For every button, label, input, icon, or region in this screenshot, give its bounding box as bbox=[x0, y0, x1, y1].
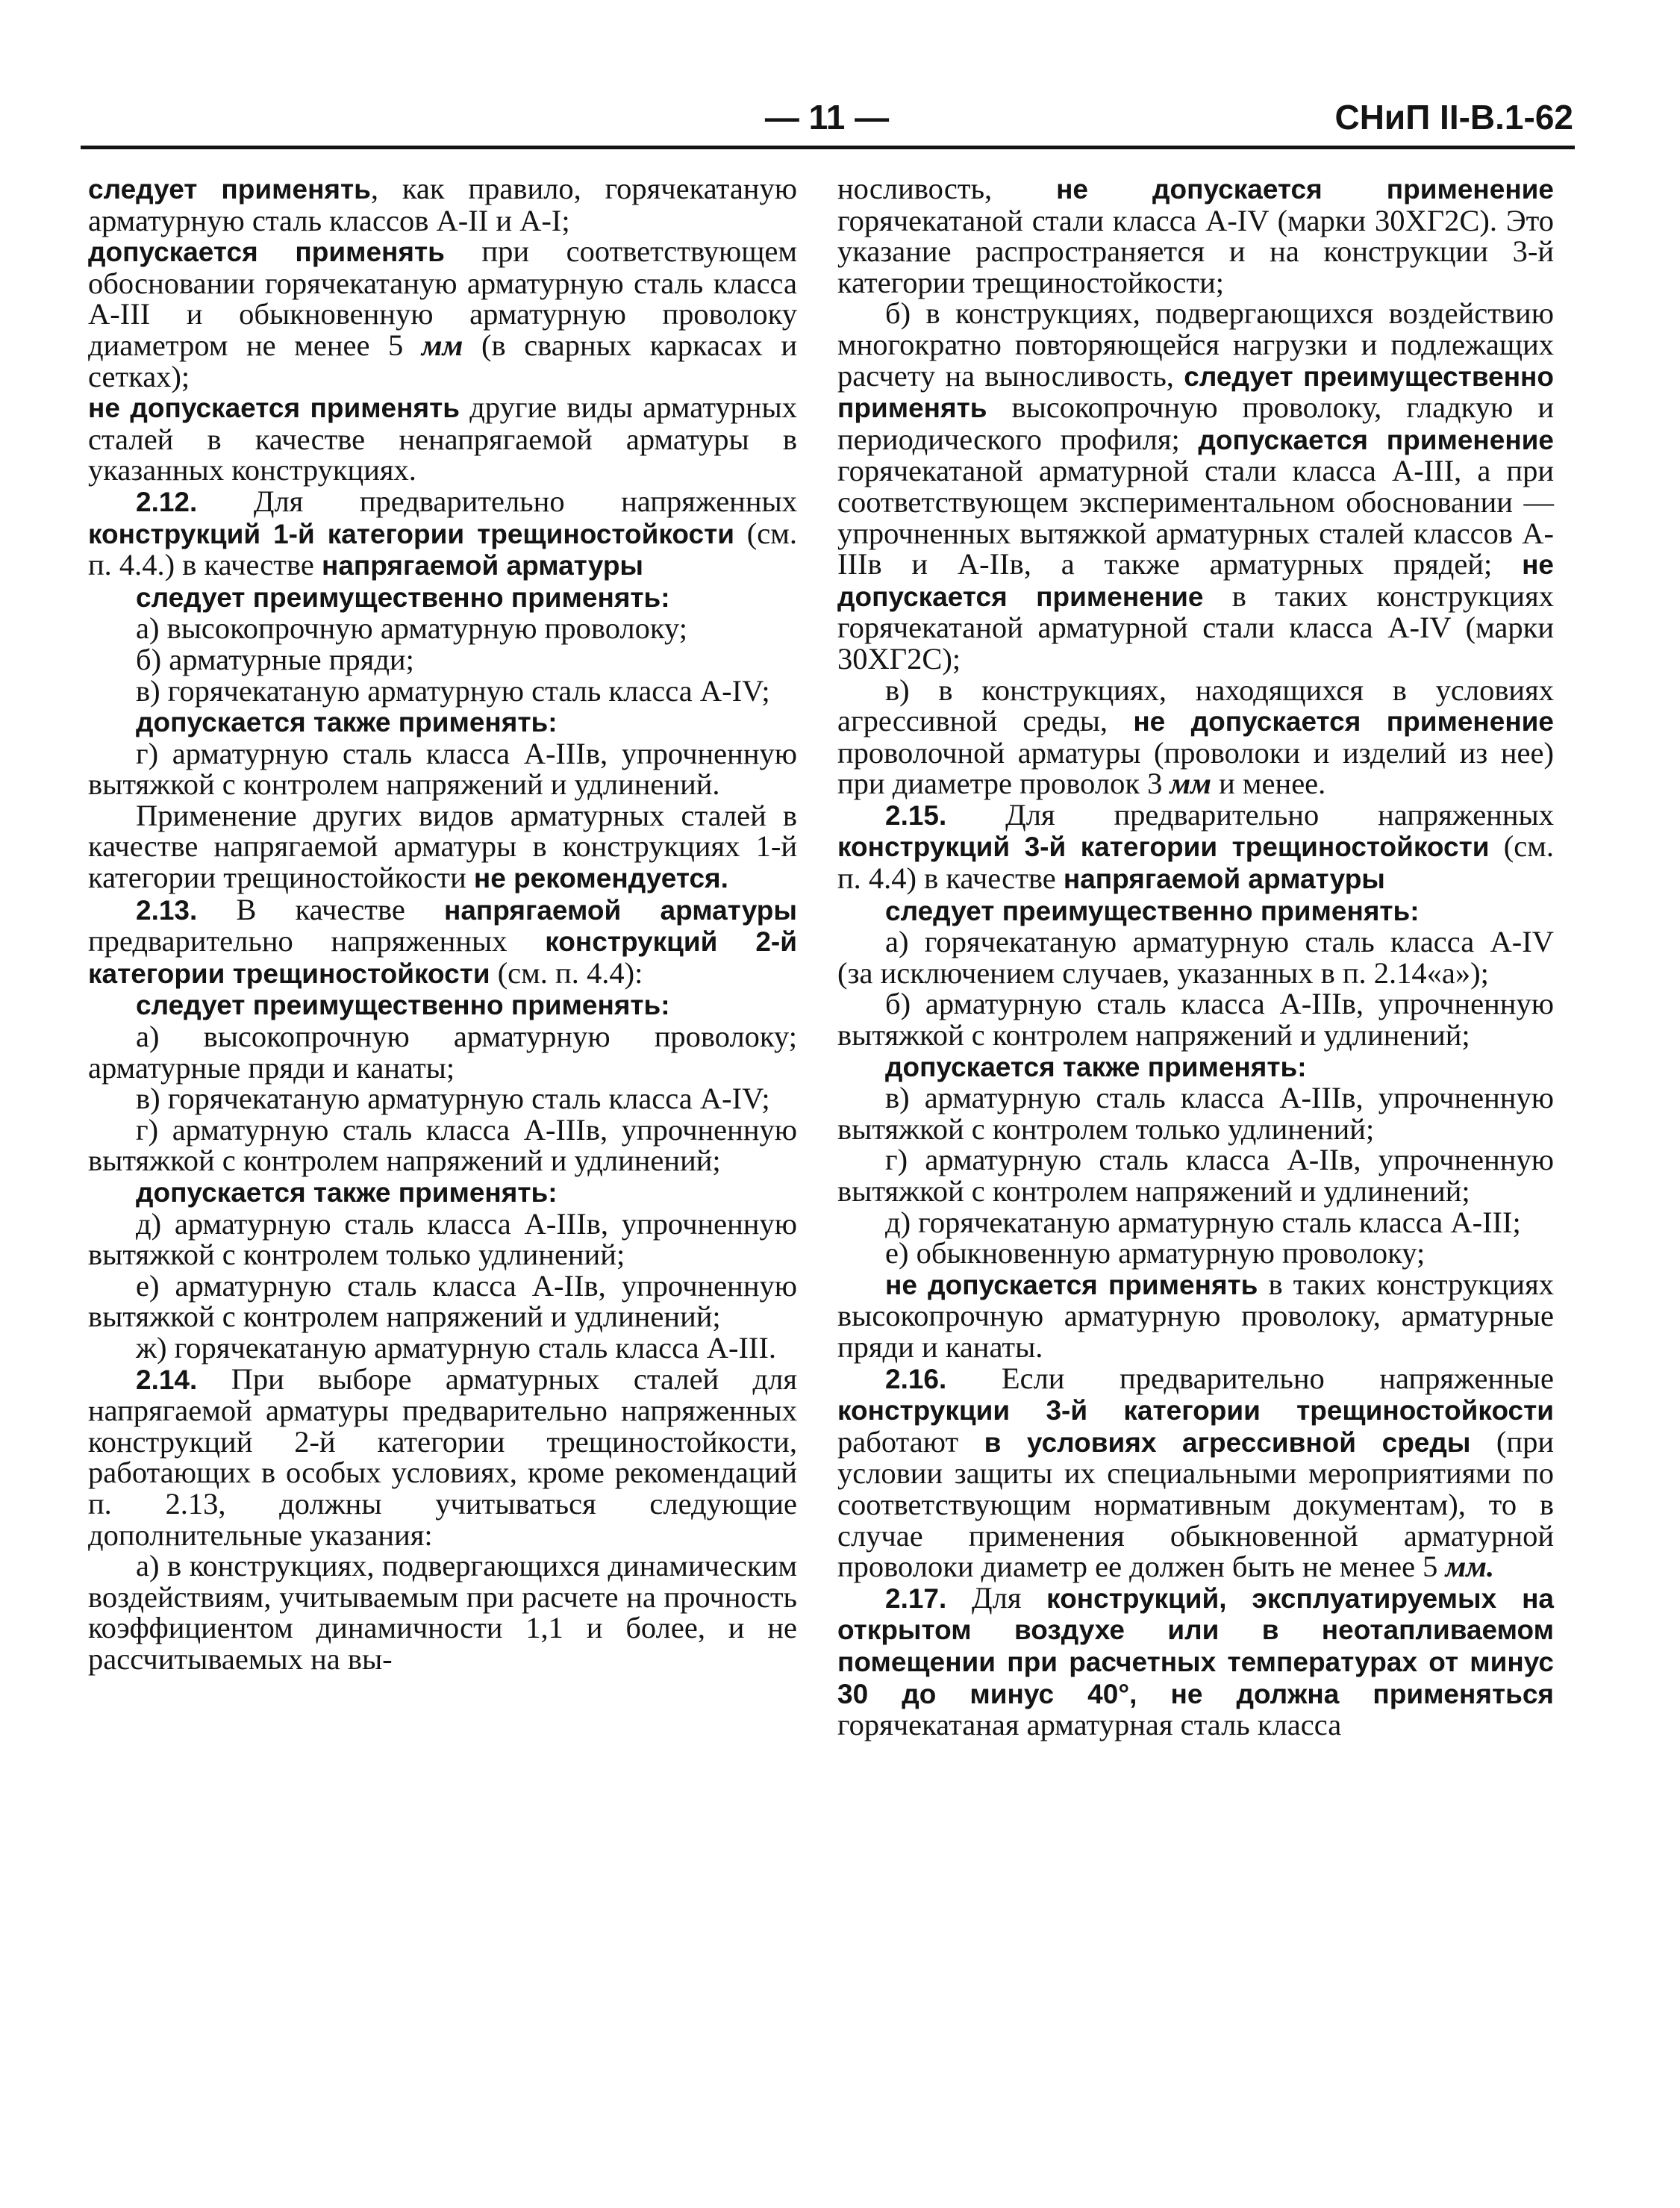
right-column bbox=[837, 173, 1554, 1741]
bold-text: следует преимущественно применять: bbox=[136, 990, 670, 1021]
text-run: горячекатаной арматурной стали класса А-III, а при соответствующем экспериментальном обосновании — упрочненных вытяжкой арматурных сталей классов А-IIIв и А-IIв, а также арматурных прядей; bbox=[837, 454, 1554, 581]
bold-text: следует преимущественно применять bbox=[837, 361, 1554, 424]
paragraph bbox=[88, 738, 797, 800]
bold-text: следует применять bbox=[88, 174, 371, 205]
text-run: г) арматурную сталь класса А-IIIв, упрочненную вытяжкой с контролем напряжений и удлинений; bbox=[88, 1112, 797, 1178]
bold-text: не допускается применять bbox=[88, 393, 460, 424]
paragraph bbox=[88, 392, 797, 486]
bold-text: конструкций, эксплуатируемых на открытом воздухе или в неотапливаемом помещении при расчетных температурах от минус 30 до минус 40°, не должна применяться bbox=[837, 1582, 1554, 1709]
bold-text: 2.16. bbox=[885, 1363, 947, 1394]
paragraph bbox=[837, 799, 1554, 895]
text-run: Если предварительно напряженные bbox=[946, 1361, 1554, 1395]
header-rule bbox=[81, 146, 1575, 149]
paragraph bbox=[88, 989, 797, 1021]
paragraph bbox=[837, 895, 1554, 927]
paragraph bbox=[88, 1176, 797, 1209]
bold-text: 2.14. bbox=[136, 1364, 198, 1395]
italic-text: мм bbox=[421, 328, 463, 362]
text-run: (см. п. 4.4): bbox=[490, 955, 643, 990]
bold-text: не рекомендуется. bbox=[473, 863, 728, 894]
bold-text: допускается применение bbox=[1198, 424, 1554, 455]
bold-text: конструкций 2-й категории трещиностойкости bbox=[88, 926, 797, 989]
text-run: , как правило, горячекатаную арматурную сталь классов А-II и А-I; bbox=[88, 172, 797, 237]
bold-text: напрягаемой арматуры bbox=[443, 894, 798, 926]
text-run: а) горячекатаную арматурную сталь класса А-IV (за исключением случаев, указанных в п. 2.14«а»); bbox=[837, 925, 1554, 990]
bold-text: напрягаемой арматуры bbox=[321, 550, 644, 581]
text-run: б) в конструкциях, подвергающихся воздействию многократно повторяющейся нагрузки и подлежащих расчету на выносливость, bbox=[837, 296, 1554, 393]
paragraph bbox=[88, 1206, 797, 1272]
paragraph bbox=[837, 173, 1554, 298]
text-run: и менее. bbox=[1211, 767, 1326, 801]
paragraph bbox=[837, 298, 1554, 674]
bold-text: напрягаемой арматуры bbox=[1063, 864, 1385, 895]
bold-text: допускается также применять: bbox=[136, 1177, 558, 1208]
text-run: При выборе арматурных сталей для напрягаемой арматуры предварительно напряженных конструкций 2-й категории трещиностойкости, работающих в особых условиях, кроме рекомендаций п. 2.13, должны учитываться следующие дополнительные указания: bbox=[88, 1362, 797, 1552]
bold-text: в условиях агрессивной среды bbox=[984, 1426, 1471, 1458]
paragraph bbox=[88, 1021, 797, 1083]
paragraph bbox=[88, 1270, 797, 1332]
text-run: (при условии защиты их специальными мероприятиями по соответствующим нормативным документам), то в случае применения обыкновенной арматурной проволоки диаметр ее должен быть не менее 5 bbox=[837, 1424, 1554, 1584]
left-column bbox=[88, 173, 797, 1675]
text-run: д) горячекатаную арматурную сталь класса А-III; bbox=[885, 1205, 1521, 1239]
bold-text: не допускается применять bbox=[885, 1269, 1258, 1300]
paragraph bbox=[837, 1269, 1554, 1363]
text-run: Для bbox=[946, 1580, 1047, 1615]
paragraph bbox=[837, 1144, 1554, 1206]
paragraph bbox=[837, 1363, 1554, 1582]
text-run: а) высокопрочную арматурную проволоку; арматурные пряди и канаты; bbox=[88, 1020, 797, 1085]
paragraph bbox=[88, 1114, 797, 1176]
text-run: Применение других видов арматурных сталей в качестве напрягаемой арматуры в конструкциях 1-й категории трещиностойкости bbox=[88, 798, 797, 895]
bold-text: допускается также применять: bbox=[885, 1051, 1307, 1082]
paragraph bbox=[88, 644, 797, 676]
text-run: д) арматурную сталь класса А-IIIв, упрочненную вытяжкой с контролем только удлинений; bbox=[88, 1206, 797, 1272]
text-run: а) высокопрочную арматурную проволоку; bbox=[136, 611, 687, 646]
text-run: в) в конструкциях, находящихся в условиях агрессивной среды, bbox=[837, 673, 1554, 738]
text-run: при соответствующем обосновании горячекатаную арматурную сталь класса А-III и обыкновенную арматурную проволоку диаметром не менее 5 bbox=[88, 234, 797, 362]
text-run: (в сварных каркасах и сетках); bbox=[88, 328, 797, 393]
text-run: г) арматурную сталь класса А-IIв, упрочненную вытяжкой с контролем напряжений и удлинений; bbox=[837, 1143, 1554, 1208]
bold-text: 2.13. bbox=[136, 894, 198, 926]
text-run: б) арматурную сталь класса А-IIIв, упрочненную вытяжкой с контролем напряжений и удлинений; bbox=[837, 987, 1554, 1052]
bold-text: конструкций 1-й категории трещиностойкости bbox=[88, 518, 734, 549]
text-run: предварительно напряженных bbox=[88, 924, 546, 958]
italic-text: мм bbox=[1170, 767, 1211, 801]
bold-text: 2.17. bbox=[885, 1582, 947, 1614]
text-run: в) горячекатаную арматурную сталь класса А-IV; bbox=[136, 673, 770, 708]
paragraph bbox=[837, 1238, 1554, 1269]
text-run: (см. п. 4.4) в качестве bbox=[837, 829, 1555, 896]
paragraph bbox=[837, 926, 1554, 988]
paragraph bbox=[88, 236, 797, 392]
bold-text: 2.15. bbox=[885, 799, 947, 831]
paragraph bbox=[88, 894, 797, 990]
text-run: е) обыкновенную арматурную проволоку; bbox=[885, 1236, 1425, 1270]
page-number: — 11 — bbox=[764, 98, 890, 137]
text-run: носливость, bbox=[837, 172, 1057, 205]
text-run: ж) горячекатаную арматурную сталь класса А-III. bbox=[136, 1330, 777, 1365]
paragraph bbox=[88, 1550, 797, 1674]
text-run: высокопрочную проволоку, гладкую и периодического профиля; bbox=[837, 390, 1554, 456]
page-header bbox=[81, 97, 1573, 149]
bold-text: допускается применять bbox=[88, 237, 445, 268]
text-run: горячекатаной стали класса А-IV (марки 30ХГ2С). Это указание распространяется и на конструкции 3-й категории трещиностойкости; bbox=[837, 203, 1554, 299]
bold-text: не допускается применение bbox=[1056, 174, 1555, 205]
paragraph bbox=[88, 1083, 797, 1114]
paragraph bbox=[837, 1207, 1554, 1238]
italic-text: мм. bbox=[1445, 1550, 1495, 1584]
text-run: в таких конструкциях высокопрочную арматурную проволоку, арматурные пряди и канаты. bbox=[837, 1267, 1554, 1364]
text-run: Для предварительно напряженных bbox=[946, 797, 1554, 832]
bold-text: следует преимущественно применять: bbox=[885, 895, 1420, 926]
text-run: в) горячекатаную арматурную сталь класса А-IV; bbox=[136, 1082, 770, 1116]
bold-text: не допускается применение bbox=[837, 549, 1554, 612]
paragraph bbox=[88, 486, 797, 581]
bold-text: конструкции 3-й категории трещиностойкости bbox=[837, 1395, 1554, 1426]
text-run: г) арматурную сталь класса А-IIIв, упрочненную вытяжкой с контролем напряжений и удлинений. bbox=[88, 736, 797, 802]
paragraph bbox=[837, 675, 1554, 799]
paragraph bbox=[88, 613, 797, 644]
bold-text: не допускается применение bbox=[1133, 706, 1554, 737]
text-run: в) арматурную сталь класса А-IIIв, упрочненную вытяжкой с контролем только удлинений; bbox=[837, 1081, 1554, 1146]
text-run: Для предварительно напряженных bbox=[197, 484, 797, 518]
text-run: В качестве bbox=[197, 892, 444, 926]
text-run: е) арматурную сталь класса А-IIв, упрочненную вытяжкой с контролем напряжений и удлинений; bbox=[88, 1268, 797, 1334]
text-run: другие виды арматурных сталей в качестве ненапрягаемой арматуры в указанных конструкциях. bbox=[88, 390, 798, 487]
paragraph bbox=[88, 706, 797, 738]
text-run: горячекатаная арматурная сталь класса bbox=[837, 1708, 1342, 1742]
paragraph bbox=[837, 1582, 1554, 1741]
paragraph bbox=[88, 673, 797, 708]
text-run: б) арматурные пряди; bbox=[136, 642, 414, 676]
bold-text: 2.12. bbox=[136, 486, 198, 517]
paragraph bbox=[88, 1364, 797, 1551]
text-run: в таких конструкциях горячекатаной арматурной стали класса А-IV (марки 30ХГ2С); bbox=[837, 578, 1554, 676]
text-run: а) в конструкциях, подвергающихся динамическим воздействиям, учитываемым при расчете на прочность коэффициентом динамичности 1,1 и более, и не рассчитываемых на вы- bbox=[88, 1549, 797, 1676]
paragraph bbox=[88, 173, 797, 236]
paragraph bbox=[88, 1332, 797, 1364]
bold-text: допускается также применять: bbox=[136, 707, 558, 738]
paragraph bbox=[837, 988, 1554, 1050]
paragraph bbox=[88, 581, 797, 614]
paragraph bbox=[88, 800, 797, 894]
document-code: СНиП II-В.1-62 bbox=[1334, 98, 1573, 137]
paragraph bbox=[837, 1082, 1554, 1144]
text-run: работают bbox=[837, 1424, 984, 1459]
text-run: (см. п. 4.4.) в качестве bbox=[88, 516, 798, 582]
text-run: проволочной арматуры (проволоки и изделий из нее) при диаметре проволок 3 bbox=[837, 735, 1554, 801]
paragraph bbox=[837, 1051, 1554, 1083]
bold-text: следует преимущественно применять: bbox=[136, 581, 670, 613]
bold-text: конструкций 3-й категории трещиностойкости bbox=[837, 832, 1490, 863]
